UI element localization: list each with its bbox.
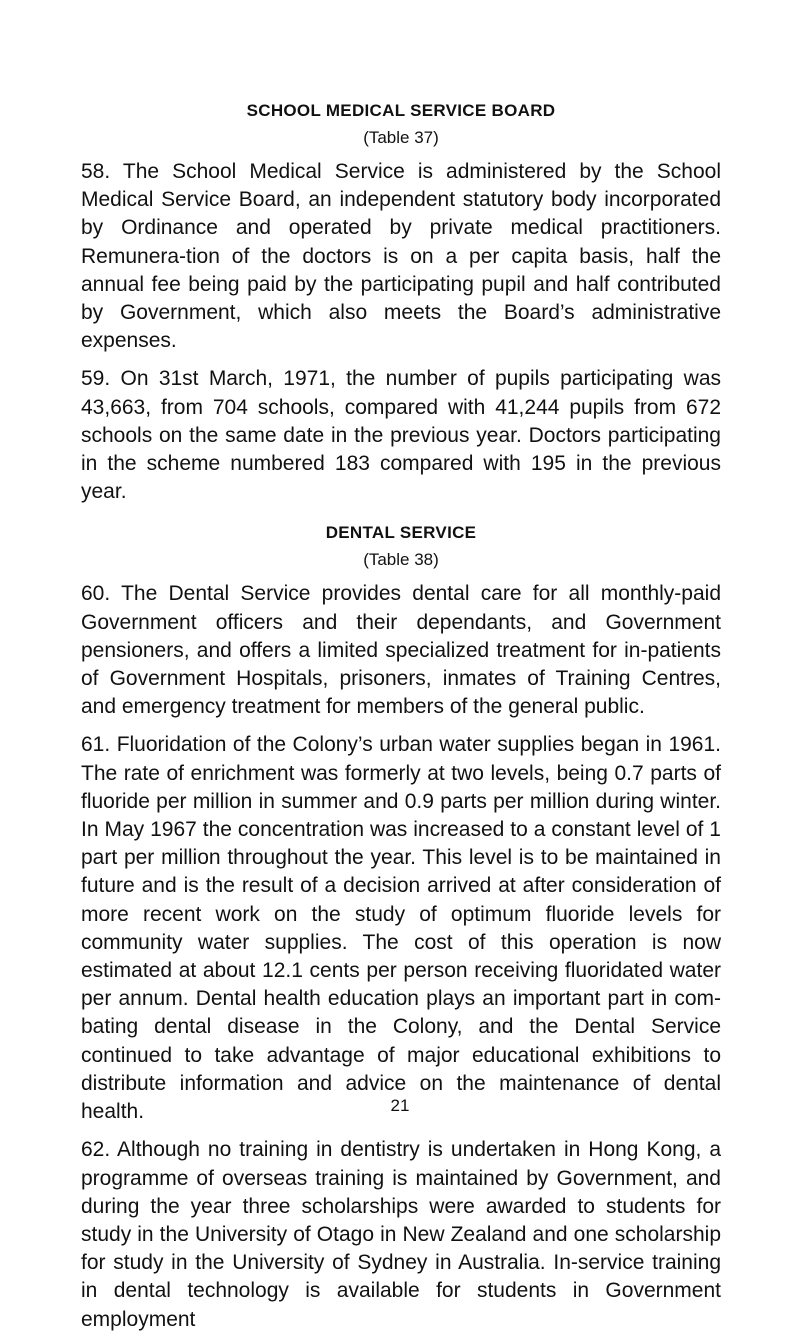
section-dental-service [81, 522, 721, 1333]
paragraph-text: Although no training in dentistry is undertaken in Hong Kong, a programme of overseas training is maintained by Government, and during the year three scholarships were awarded to students for study in the University of Otago in New Zealand and one scholarship for study in the University of Sydney in Australia. In-service training in dental technology is available for students in Government employment [81, 1138, 721, 1331]
paragraph-text: On 31st March, 1971, the number of pupils participating was 43,663, from 704 schools, compared with 41,244 pupils from 672 schools on the same date in the previous year. Doctors participating in the scheme numbered 183 compared with 195 in the previous year. [81, 367, 721, 504]
section-school-medical [81, 100, 721, 506]
paragraph-text: The School Medical Service is administered by the School Medical Service Board, an independent statutory body incorporated by Ordinance and operated by private medical practitioners. Remunera-tion of the doctors is on a per capita basis, half the annual fee being paid by the participating pupil and half contributed by Government, which also meets the Board’s administrative expenses. [81, 160, 721, 353]
paragraph-61 [81, 731, 721, 1126]
table-reference: (Table 37) [363, 128, 439, 147]
paragraph-text: The Dental Service provides dental care for all monthly-paid Government officers and their dependants, and Government pensioners, and offers a limited specialized treatment for in-patients of Government Hospitals, prisoners, inmates of Training Centres, and emergency treatment for members of the general public. [81, 582, 721, 719]
paragraph-59 [81, 365, 721, 506]
page-number: 21 [390, 1096, 410, 1115]
paragraph-62 [81, 1136, 721, 1333]
section-heading: SCHOOL MEDICAL SERVICE BOARD [246, 101, 556, 120]
document-page [81, 100, 721, 1344]
paragraph-text: Fluoridation of the Colony’s urban water supplies began in 1961. The rate of enrichment was formerly at two levels, being 0.7 parts of fluoride per million in summer and 0.9 parts per million during winter. In May 1967 the concentration was increased to a constant level of 1 part per million throughout the year. This level is to be maintained in future and is the result of a decision arrived at after consideration of more recent work on the study of optimum fluoride levels for community water supplies. The cost of this operation is now estimated at about 12.1 cents per person receiving fluoridated water per annum. Dental health education plays an important part in com-bating dental disease in the Colony, and the Dental Service continued to take advantage of major educational exhibitions to distribute information and advice on the maintenance of dental health. [81, 733, 721, 1124]
paragraph-number: 62. [81, 1138, 111, 1162]
paragraph-58 [81, 158, 721, 355]
paragraph-number: 61. [81, 733, 111, 757]
paragraph-number: 60. [81, 582, 111, 606]
paragraph-number: 59. [81, 367, 111, 391]
paragraph-60 [81, 580, 721, 721]
paragraph-number: 58. [81, 160, 111, 183]
section-heading: DENTAL SERVICE [325, 523, 477, 543]
table-reference: (Table 38) [363, 550, 439, 570]
